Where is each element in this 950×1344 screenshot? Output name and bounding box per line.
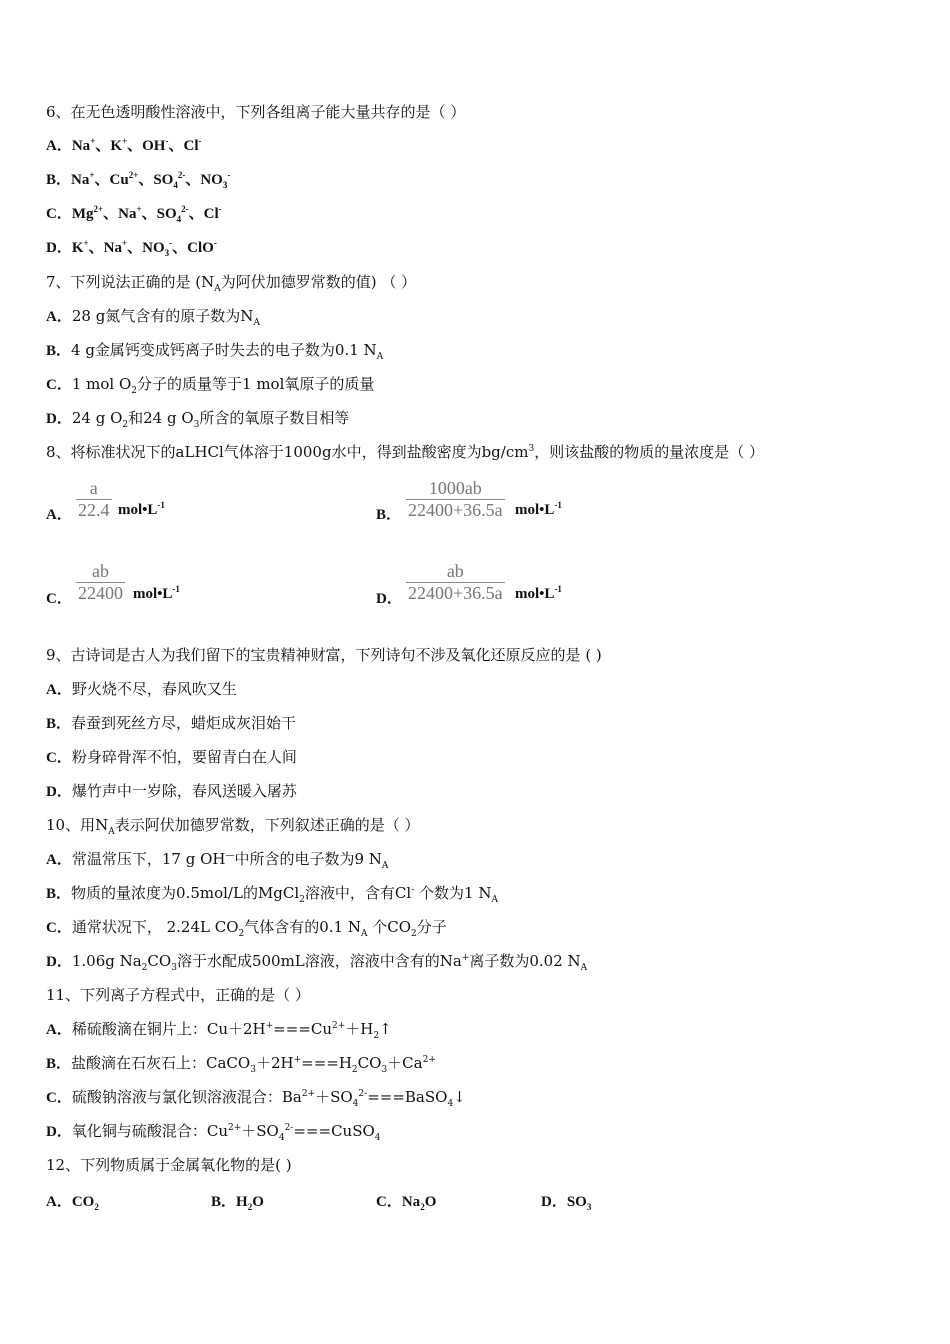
q7-option-d: D．24 g $O_2$和24 g $O_3$所含的氧原子数目相等: [46, 409, 350, 430]
q8-option-d-unit: $mol•L^{-1}$: [515, 584, 562, 602]
q12-option-c: C．$Na_2O$: [376, 1194, 437, 1212]
q8-option-a-label: A．: [46, 507, 72, 523]
q6-option-d: D．K+、Na+、$NO_3^-$、ClO-: [46, 238, 217, 258]
q11-option-d: D．氧化铜与硫酸混合：$Cu^{2+}+SO_4^{2-}===CuSO_4$: [46, 1122, 381, 1143]
q12-option-b: B．$H_2O$: [211, 1194, 264, 1212]
q6-option-c: C．$Mg^{2+}$、Na+、$SO_4^{2-}$、Cl-: [46, 204, 222, 224]
q11-option-a: A．稀硫酸滴在铜片上：$Cu+2H^+===Cu^{2+}+H_2↑$: [46, 1020, 392, 1041]
q8-option-a-unit: $mol•L^{-1}$: [118, 500, 165, 518]
q6-option-a: A．Na+、K+、OH-、Cl-: [46, 136, 202, 154]
q10-option-c: C．通常状况下， 2.24L $CO_2$气体含有的0.1 $N_A$ 个$CO_2$分子: [46, 918, 447, 939]
q10-option-d: D．1.06g $Na_2CO_3$溶于水配成500mL溶液，溶液中含有的Na+离子数为0.02 $N_A$: [46, 952, 588, 973]
q9-stem: 9、古诗词是古人为我们留下的宝贵精神财富，下列诗句不涉及氧化还原反应的是 ( ): [46, 646, 602, 664]
q8-option-c-unit: $mol•L^{-1}$: [133, 584, 180, 602]
q8-option-b-unit: $mol•L^{-1}$: [515, 500, 562, 518]
q11-option-b: B．盐酸滴在石灰石上：$CaCO_3+2H^+===H_2CO_3+Ca^{2+}$: [46, 1054, 436, 1075]
q9-option-c: C．粉身碎骨浑不怕，要留青白在人间: [46, 748, 297, 766]
q7-option-b: B．4 g金属钙变成钙离子时失去的电子数为0.1 $N_A$: [46, 341, 384, 362]
q12-option-d: D．$SO_3$: [541, 1194, 592, 1212]
q11-option-c: C．硫酸钠溶液与氯化钡溶液混合：$Ba^{2+}+SO_4^{2-}===BaSO_4↓$: [46, 1088, 466, 1109]
q9-option-d: D．爆竹声中一岁除，春风送暖入屠苏: [46, 782, 297, 800]
q9-option-b: B．春蚕到死丝方尽，蜡炬成灰泪始干: [46, 714, 297, 732]
q7-stem: 7、下列说法正确的是 ($N_A$为阿伏加德罗常数的值) （ ）: [46, 273, 417, 294]
q9-option-a: A．野火烧不尽，春风吹又生: [46, 680, 237, 698]
q8-stem: 8、将标准状况下的aLHCl气体溶于1000g水中，得到盐酸密度为$bg/cm^3$，则该盐酸的物质的量浓度是（ ）: [46, 443, 764, 461]
q6-stem: 6、在无色透明酸性溶液中，下列各组离子能大量共存的是（ ）: [46, 103, 466, 121]
q12-stem: 12、下列物质属于金属氧化物的是( ): [46, 1156, 292, 1174]
q10-option-a: A．常温常压下，17 g OH—中所含的电子数为9 $N_A$: [46, 850, 389, 871]
q10-option-b: B．物质的量浓度为0.5mol/L的MgCl$_2$溶液中，含有Cl- 个数为1 $N_A$: [46, 884, 498, 905]
q8-option-a-fraction: $\frac{a}{22.4}$: [78, 478, 110, 520]
q6-option-b: B．Na+、$Cu^{2+}$、$SO_4^{2-}$、$NO_3^-$: [46, 170, 231, 190]
q11-stem: 11、下列离子方程式中，正确的是（ ）: [46, 986, 310, 1004]
q8-option-c-label: C．: [46, 591, 72, 607]
q10-stem: 10、用$N_A$表示阿伏加德罗常数，下列叙述正确的是（ ）: [46, 816, 420, 837]
q7-option-c: C．1 mol $O_2$分子的质量等于1 mol氧原子的质量: [46, 375, 375, 396]
q7-option-a: A．28 g氮气含有的原子数为$N_A$: [46, 307, 260, 328]
q8-option-d-fraction: $\frac{ab}{22400+36.5a}$: [408, 561, 503, 603]
q12-option-a: A．$CO_2$: [46, 1194, 99, 1212]
q8-option-b-label: B．: [376, 507, 402, 523]
q8-option-c-fraction: $\frac{ab}{22400}$: [78, 561, 123, 603]
q8-option-d-label: D．: [376, 591, 402, 607]
q8-option-b-fraction: $\frac{1000ab}{22400+36.5a}$: [408, 478, 503, 520]
